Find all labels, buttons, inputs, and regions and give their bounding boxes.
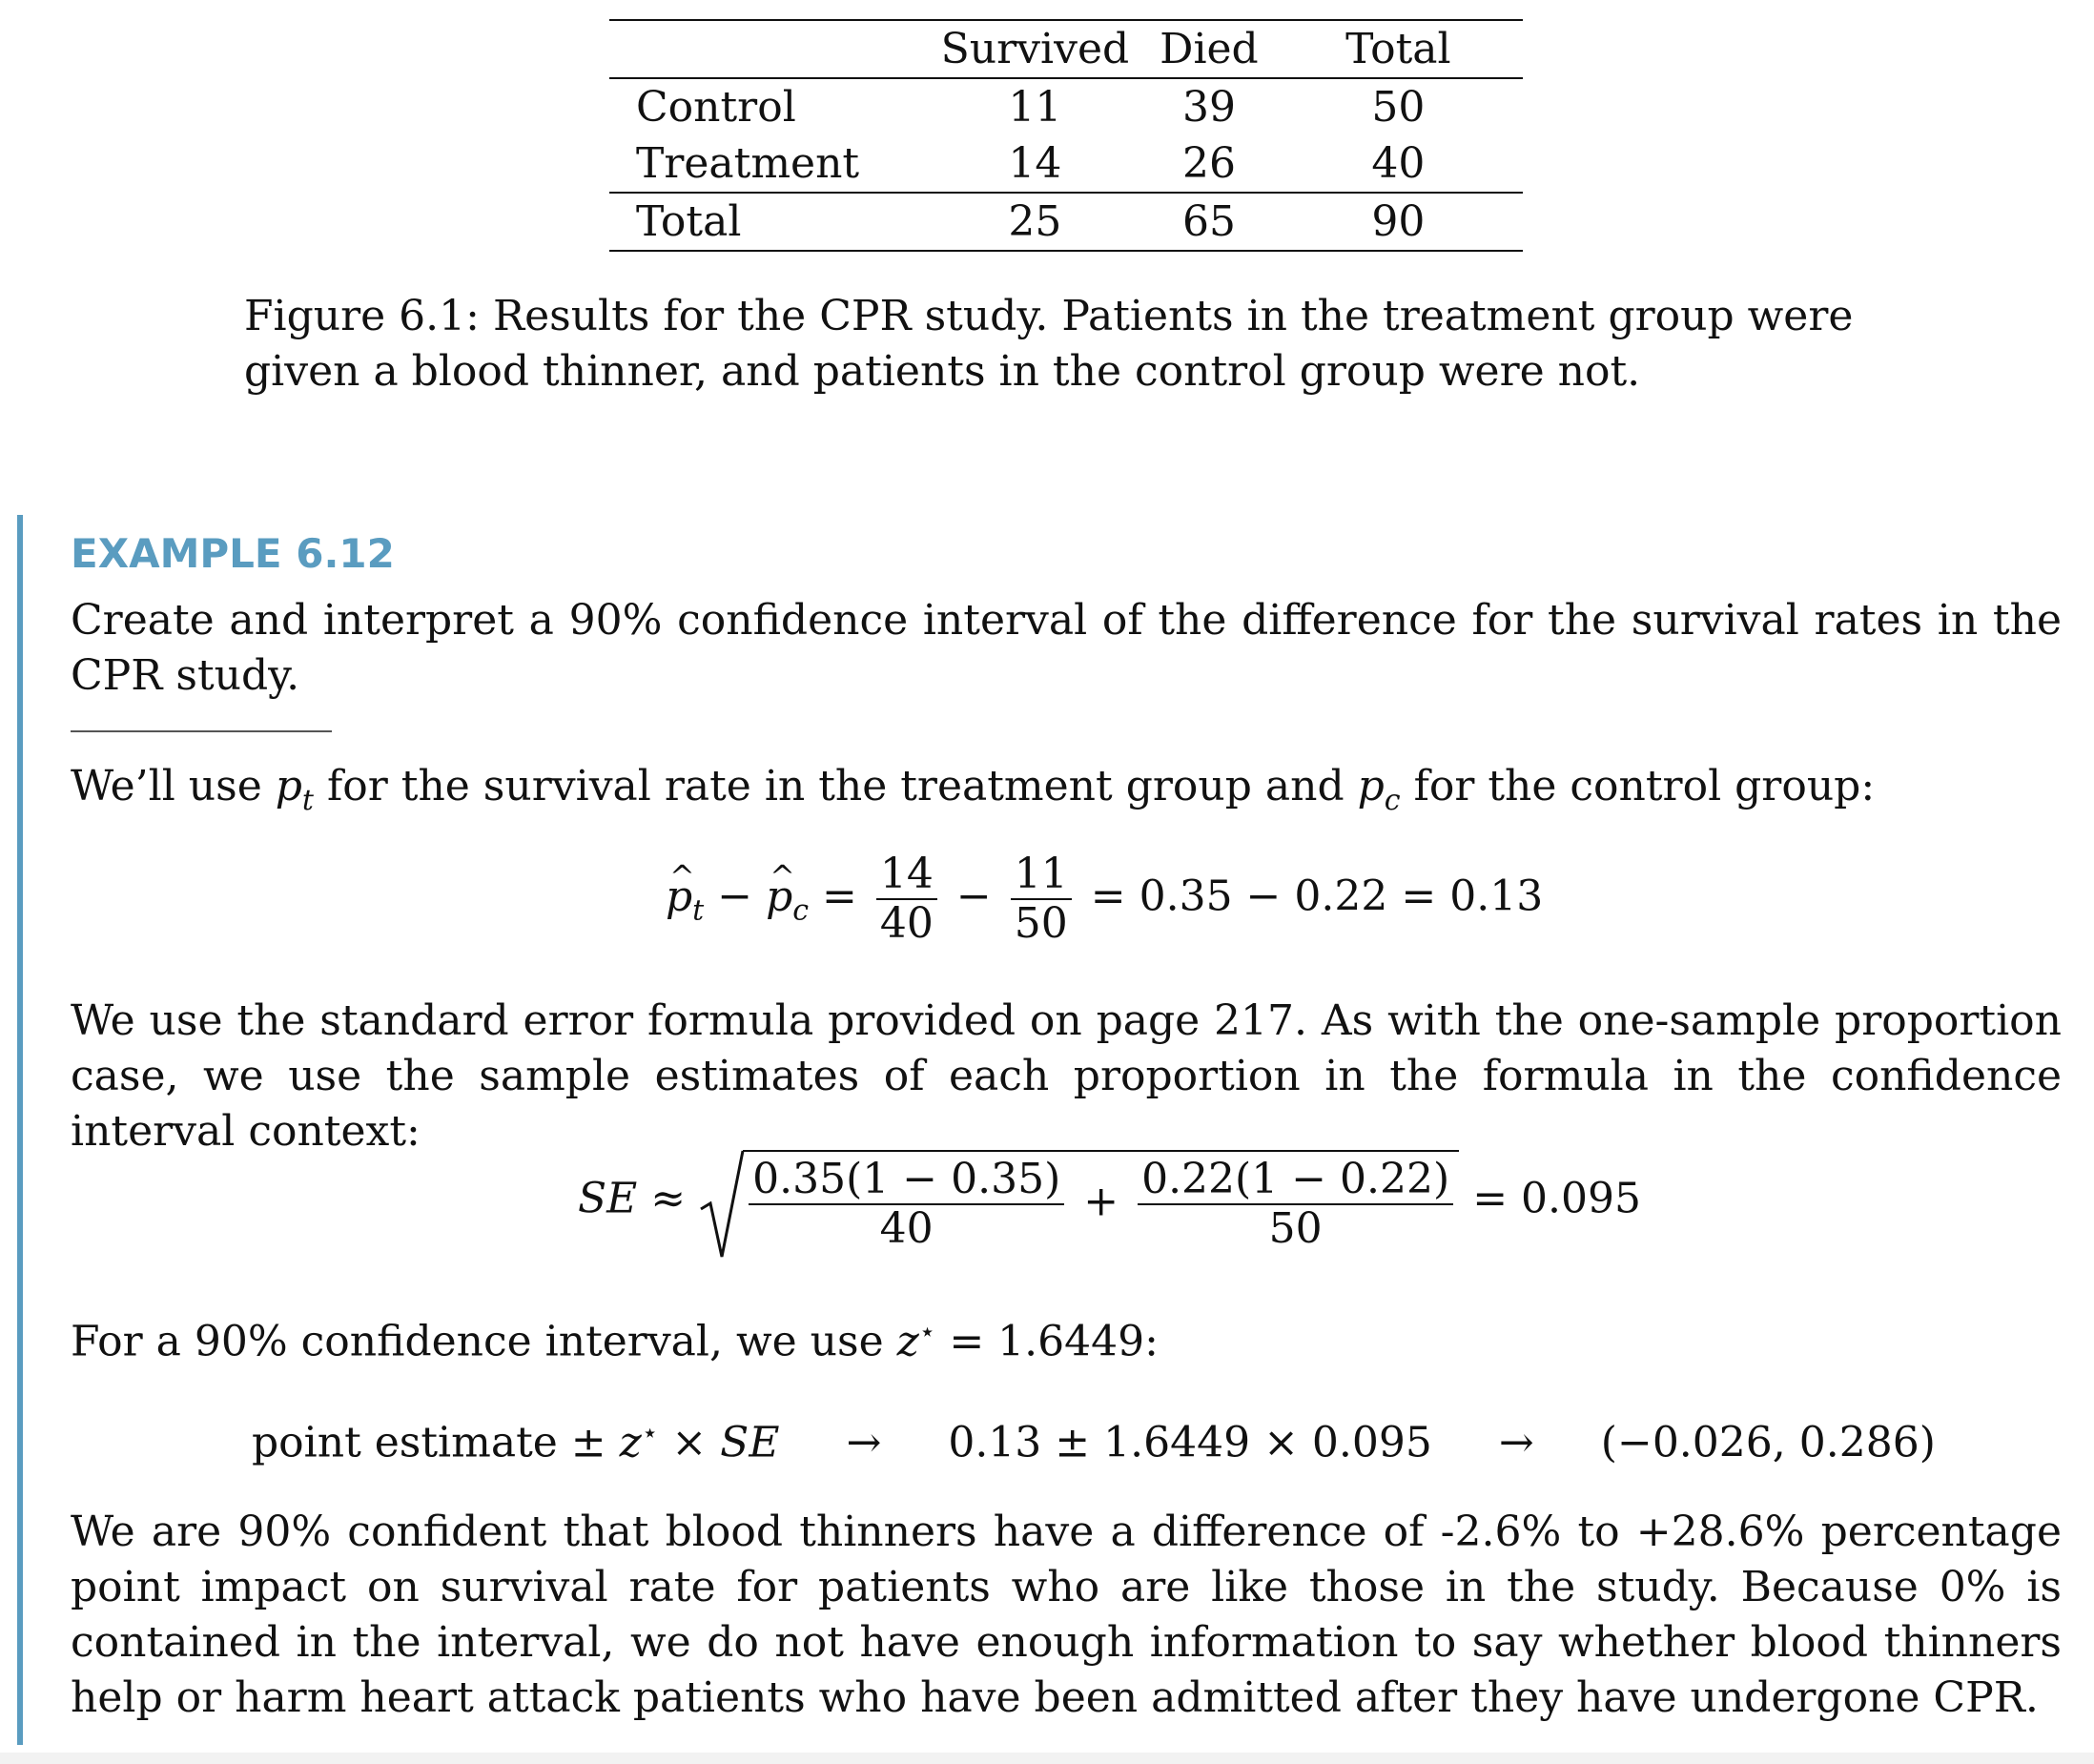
table-total-row [609, 193, 1523, 251]
fraction-treatment: $\frac{14}{40}$ [876, 851, 937, 948]
cell-total: 90 [1371, 196, 1426, 246]
intro-text-1: We’ll use [71, 762, 276, 810]
table-row [609, 78, 1523, 135]
row-label: Treatment [636, 138, 860, 188]
cell-died: 26 [1181, 138, 1236, 188]
se-paragraph: We use the standard error formula provided on page 217. As with the one-sample proportion case, we use the sample estimates of each proportion in the formula in the confidence interval context: [71, 996, 2062, 1156]
page-bottom-edge [0, 1753, 2094, 1764]
cell-total: 50 [1371, 82, 1426, 132]
z-paragraph: For a 90% confidence interval, we use z⋆ = 1.6449: [71, 1316, 1159, 1366]
se-lhs: SE ≈ [578, 1174, 687, 1223]
se-fraction-treatment: $\frac{0.35(1 - 0.35)}{40}$ [749, 1156, 1064, 1253]
intro-paragraph [71, 759, 2062, 829]
fraction-control: $\frac{11}{50}$ [1011, 851, 1072, 948]
difference-result: = 0.35 − 0.22 = 0.13 [1090, 872, 1544, 921]
figure-caption: Figure 6.1: Results for the CPR study. Patients in the treatment group were given a blood thinner, and patients in the control group were not. [244, 292, 1854, 396]
symbol-p-t: $p_t$ [275, 762, 314, 817]
ci-computation: 0.13 ± 1.6449 × 0.095 [948, 1418, 1432, 1467]
confidence-interval-equation: point estimate ± z⋆ × SE → 0.13 ± 1.6449 × 0.095 → (−0.026, 0.286) [252, 1417, 1936, 1467]
example-question: Create and interpret a 90% confidence interval of the difference for the survival rates in the CPR study. [71, 596, 2062, 700]
example-heading: EXAMPLE 6.12 [71, 530, 395, 577]
conclusion-paragraph: We are 90% confident that blood thinners have a difference of -2.6% to +28.6% percentage point impact on survival rate for patients who are like those in the study. Because 0% is contained in the interval, we do not have enough information to say whether blood thinners help or harm heart attack patients who have been admitted after they have undergone CPR. [71, 1508, 2062, 1722]
table-header-total: Total [1345, 24, 1451, 73]
intro-text-3: for the control group: [1400, 762, 1876, 810]
cell-died: 65 [1181, 196, 1236, 246]
ci-result: (−0.026, 0.286) [1600, 1418, 1936, 1467]
row-label: Total [636, 196, 742, 246]
difference-equation: ^ $p_t$ − ^ $p_c$ = $\frac{14}{40}$ − $\frac{11}{50}$ = 0.35 − 0.22 = 0.13 [666, 851, 1543, 948]
cpr-results-table [609, 19, 1523, 252]
arrow-icon: → [846, 1418, 882, 1467]
cell-survived: 14 [1008, 138, 1062, 188]
cell-survived: 25 [1008, 196, 1062, 246]
table-header-row [609, 20, 1523, 78]
question-divider [71, 730, 332, 732]
se-fraction-control: $\frac{0.22(1 - 0.22)}{50}$ [1138, 1156, 1453, 1253]
cell-total: 40 [1371, 138, 1426, 188]
intro-text-2: for the survival rate in the treatment group and [313, 762, 1358, 810]
cell-died: 39 [1181, 82, 1236, 132]
table-row [609, 135, 1523, 193]
square-root: $\frac{0.35(1 - 0.35)}{40}$ + $\frac{0.22(1 - 0.22)}{50}$ [699, 1150, 1459, 1253]
table-header-blank [609, 20, 926, 78]
arrow-icon: → [1498, 1418, 1534, 1467]
se-result: = 0.095 [1472, 1174, 1642, 1223]
row-label: Control [636, 82, 796, 132]
example-accent-bar [17, 515, 23, 1745]
symbol-p-c: $p_c$ [1357, 762, 1401, 817]
table-header-died: Died [1160, 24, 1259, 73]
cell-survived: 11 [1008, 82, 1062, 132]
table-header-survived: Survived [940, 24, 1130, 73]
sqrt-sign-icon [699, 1150, 745, 1262]
standard-error-equation [578, 1150, 1641, 1253]
